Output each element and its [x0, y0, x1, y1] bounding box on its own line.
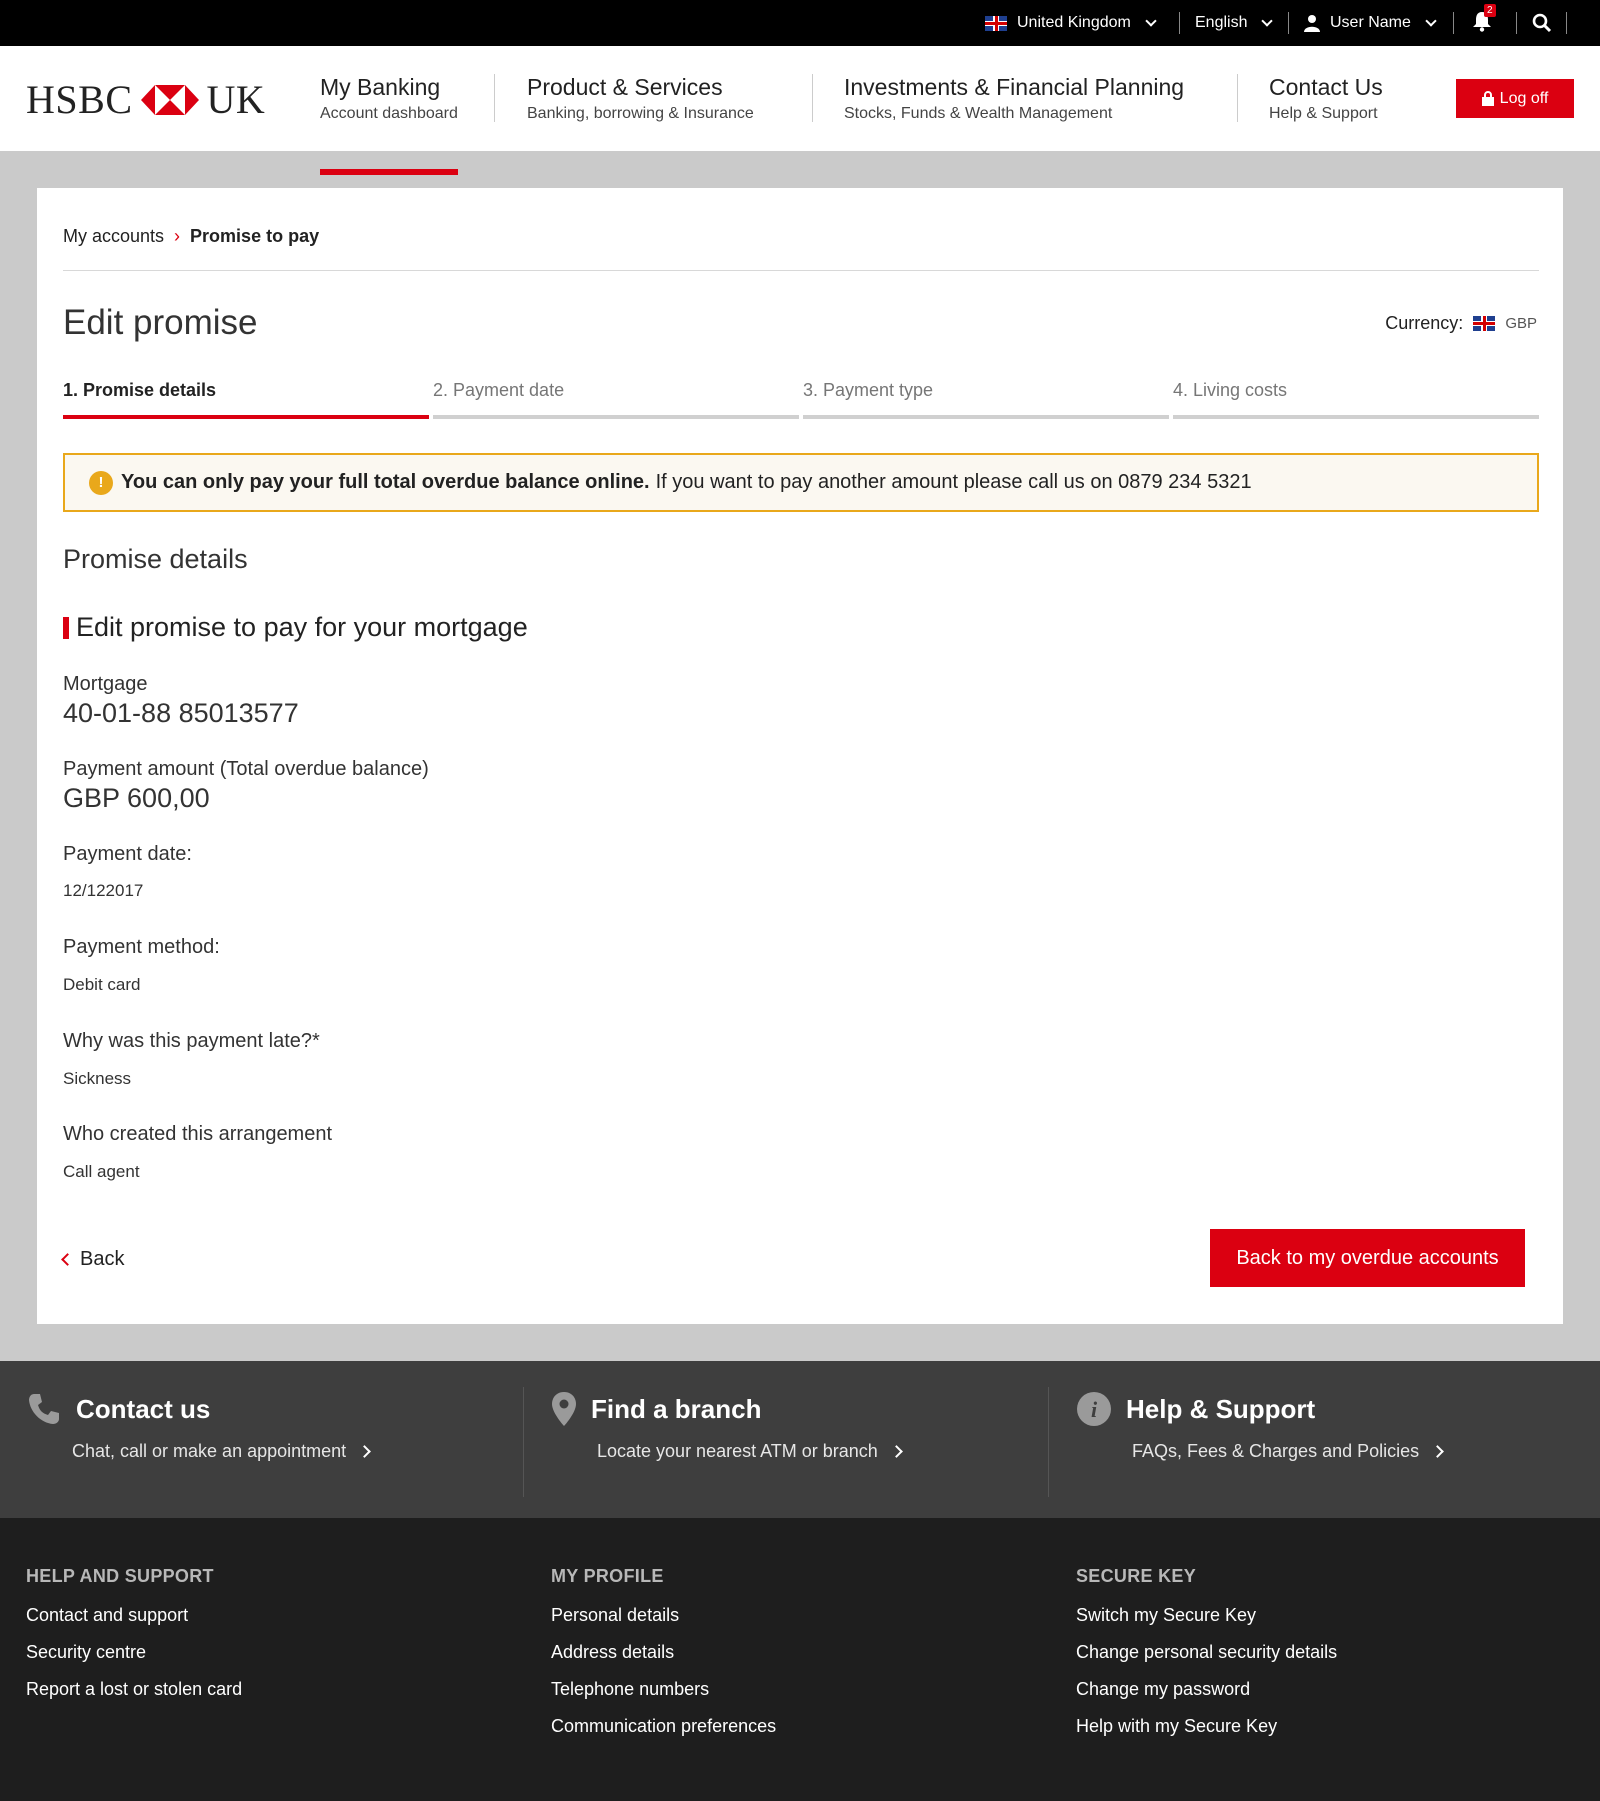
main-header — [0, 46, 1600, 151]
footer-link[interactable]: Security centre — [26, 1642, 147, 1662]
alert-bold-text: You can only pay your full total overdue balance online. — [121, 471, 650, 493]
footer-link[interactable]: Change my password — [1076, 1679, 1251, 1699]
step-payment-type: 3. Payment type — [803, 380, 1169, 419]
accent-bar — [63, 617, 69, 639]
progress-steps — [63, 380, 1539, 419]
nav-title: My Banking — [320, 74, 441, 100]
footer-card-title: Find a branch — [591, 1393, 762, 1424]
currency-indicator — [1385, 313, 1537, 334]
location-pin-icon — [551, 1391, 577, 1427]
footer-help-and-support — [26, 1566, 242, 1716]
breadcrumb-current: Promise to pay — [190, 226, 320, 246]
payment-date-value: 12/122017 — [63, 881, 144, 900]
footer-link[interactable]: Personal details — [551, 1605, 680, 1625]
divider — [63, 270, 1539, 271]
brand-name: HSBC — [26, 77, 133, 122]
breadcrumb — [63, 226, 319, 247]
utility-bar — [0, 0, 1600, 46]
footer-link[interactable]: Address details — [551, 1642, 675, 1662]
back-to-overdue-accounts-button[interactable]: Back to my overdue accounts — [1210, 1229, 1525, 1287]
footer-card-title: Help & Support — [1126, 1393, 1316, 1424]
footer-heading: SECURE KEY — [1076, 1566, 1197, 1586]
footer-card-subtitle: Locate your nearest ATM or branch — [597, 1441, 878, 1461]
chevron-right-icon — [358, 1445, 371, 1458]
chevron-right-icon: › — [174, 226, 181, 246]
hexagon-logo-icon — [141, 85, 199, 115]
footer-link[interactable]: Change personal security details — [1076, 1642, 1338, 1662]
promise-card — [37, 188, 1563, 1324]
mortgage-value: 40-01-88 85013577 — [63, 698, 299, 728]
user-icon — [1304, 14, 1320, 32]
uk-flag-icon — [1473, 316, 1495, 331]
chevron-down-icon — [1145, 15, 1156, 26]
nav-subtitle: Banking, borrowing & Insurance — [527, 105, 754, 122]
lock-icon — [1482, 91, 1494, 106]
currency-label: Currency: — [1385, 313, 1464, 333]
payment-method-value: Debit card — [63, 975, 141, 994]
late-reason-label: Why was this payment late?* — [63, 1030, 320, 1052]
nav-subtitle: Help & Support — [1269, 105, 1378, 122]
subsection-title-text: Edit promise to pay for your mortgage — [76, 612, 528, 642]
user-name: User Name — [1330, 14, 1411, 31]
warning-icon: ! — [89, 471, 113, 495]
footer-find-branch[interactable] — [551, 1391, 901, 1462]
footer-heading: MY PROFILE — [551, 1566, 664, 1586]
svg-text:i: i — [1090, 1397, 1098, 1422]
footer-help-support[interactable] — [1076, 1391, 1442, 1462]
step-promise-details: 1. Promise details — [63, 380, 429, 419]
alert-text: If you want to pay another amount please call us on 0879 234 5321 — [655, 471, 1252, 493]
footer-card-subtitle: FAQs, Fees & Charges and Policies — [1132, 1441, 1420, 1461]
logoff-button[interactable] — [1456, 79, 1574, 118]
payment-method-label: Payment method: — [63, 936, 220, 958]
nav-my-banking[interactable] — [320, 74, 458, 123]
brand-country: UK — [206, 77, 266, 122]
creator-value: Call agent — [63, 1162, 140, 1181]
logoff-label: Log off — [1499, 89, 1549, 107]
currency-code: GBP — [1505, 315, 1537, 332]
footer-link[interactable]: Telephone numbers — [551, 1679, 710, 1699]
subsection-title — [63, 612, 528, 643]
chevron-right-icon — [890, 1445, 903, 1458]
country-label: United Kingdom — [1017, 14, 1131, 31]
warning-alert — [63, 453, 1539, 512]
step-payment-date: 2. Payment date — [433, 380, 799, 419]
footer-secure-key — [1076, 1566, 1337, 1753]
breadcrumb-my-accounts[interactable]: My accounts — [63, 226, 165, 246]
chevron-down-icon — [1262, 15, 1273, 26]
footer-heading: HELP AND SUPPORT — [26, 1566, 214, 1586]
nav-title: Contact Us — [1269, 74, 1383, 100]
payment-date-label: Payment date: — [63, 843, 192, 865]
step-living-costs: 4. Living costs — [1173, 380, 1539, 419]
country-selector[interactable] — [985, 0, 1155, 46]
language-label: English — [1195, 14, 1248, 31]
page-title: Edit promise — [63, 303, 258, 342]
footer-links — [0, 1518, 1600, 1801]
creator-label: Who created this arrangement — [63, 1123, 333, 1145]
footer-my-profile — [551, 1566, 776, 1753]
footer-card-subtitle: Chat, call or make an appointment — [72, 1441, 347, 1461]
nav-product-services[interactable] — [527, 74, 754, 123]
language-selector[interactable] — [1195, 0, 1271, 46]
footer-quick-links — [0, 1361, 1600, 1518]
late-reason-value: Sickness — [63, 1069, 132, 1088]
chevron-down-icon — [1425, 15, 1436, 26]
hsbc-logo[interactable] — [26, 76, 265, 123]
notifications-button[interactable] — [1472, 0, 1492, 46]
nav-subtitle: Stocks, Funds & Wealth Management — [844, 105, 1113, 122]
section-title: Promise details — [63, 544, 248, 574]
uk-flag-icon — [985, 16, 1007, 31]
back-label: Back — [80, 1248, 125, 1270]
payment-amount-label: Payment amount (Total overdue balance) — [63, 758, 429, 780]
chevron-left-icon — [61, 1253, 74, 1266]
footer-link[interactable]: Contact and support — [26, 1605, 189, 1625]
mortgage-label: Mortgage — [63, 673, 148, 695]
footer-link[interactable]: Switch my Secure Key — [1076, 1605, 1257, 1625]
payment-amount-value: GBP 600,00 — [63, 783, 210, 813]
footer-link[interactable]: Help with my Secure Key — [1076, 1716, 1278, 1736]
footer-link[interactable]: Report a lost or stolen card — [26, 1679, 243, 1699]
nav-title: Investments & Financial Planning — [844, 74, 1185, 100]
search-icon — [1532, 13, 1552, 33]
nav-contact-us[interactable] — [1269, 74, 1383, 123]
nav-investments[interactable] — [844, 74, 1184, 123]
back-link[interactable] — [63, 1248, 124, 1271]
info-icon — [1076, 1391, 1112, 1427]
footer-link[interactable]: Communication preferences — [551, 1716, 777, 1736]
user-menu[interactable] — [1304, 0, 1435, 46]
footer-card-title: Contact us — [76, 1393, 211, 1424]
nav-subtitle: Account dashboard — [320, 105, 458, 122]
footer-contact-us[interactable] — [26, 1391, 369, 1462]
notification-badge: 2 — [1484, 4, 1496, 17]
search-button[interactable] — [1532, 0, 1552, 46]
phone-icon — [26, 1391, 62, 1427]
chevron-right-icon — [1431, 1445, 1444, 1458]
nav-title: Product & Services — [527, 74, 723, 100]
